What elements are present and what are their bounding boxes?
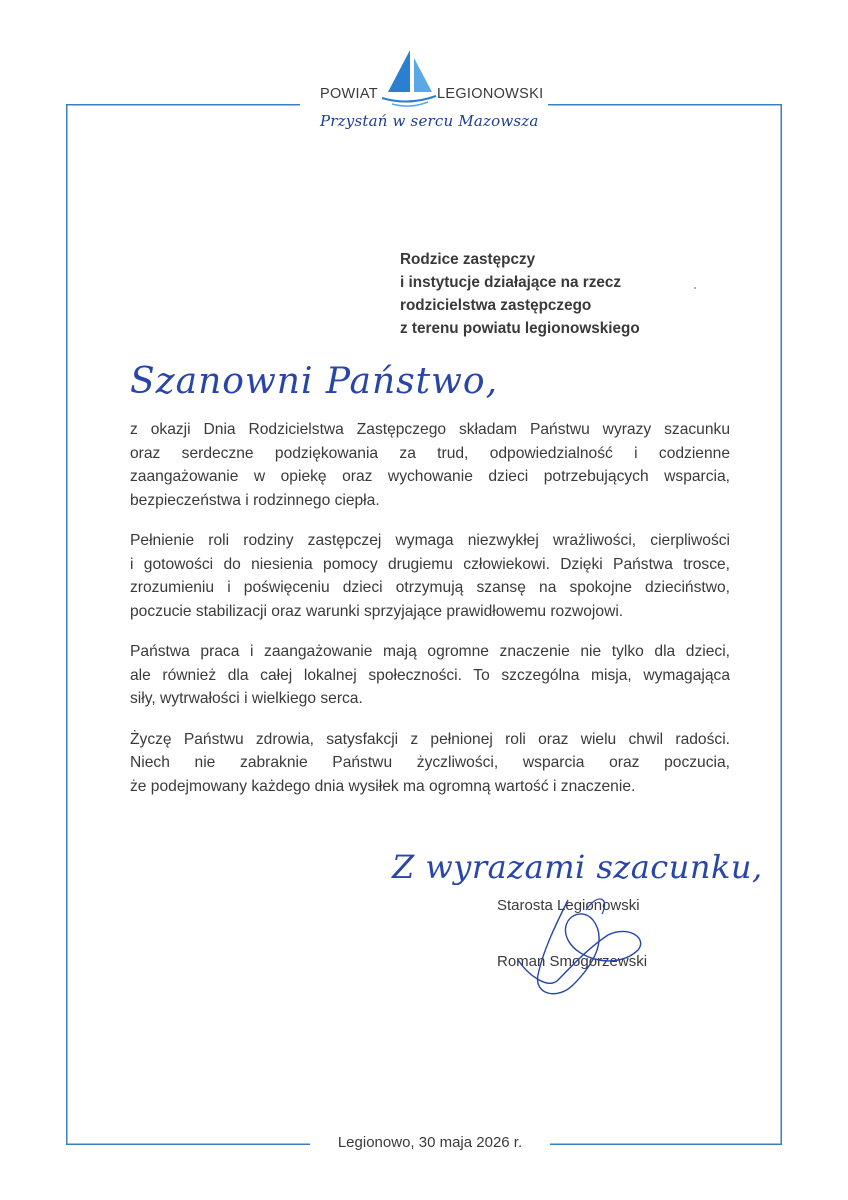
paragraph — [130, 728, 730, 799]
text-line: siły, wytrwałości i wielkiego serca. — [130, 690, 363, 707]
handwritten-signature — [498, 880, 658, 1010]
text-line: Niech nie zabraknie Państwu życzliwości, wsparcia oraz poczucia, — [130, 754, 730, 771]
logo-legionowski-text: LEGIONOWSKI — [437, 86, 544, 102]
recipient-line: rodzicielstwa zastępczego — [400, 297, 592, 314]
salutation-text: Szanowni Państwo, — [130, 361, 499, 402]
handwritten-salutation — [130, 355, 530, 425]
logo — [300, 46, 548, 142]
text-line: poczucie stabilizacji oraz warunki sprzyjające prawidłowemu rozwojowi. — [130, 602, 624, 620]
footer-date-block — [310, 1128, 550, 1158]
recipient-line: i instytucje działające na rzecz — [400, 274, 622, 291]
text-line: bezpieczeństwa i rodzinnego ciepła. — [130, 491, 380, 509]
text-line: Życzę Państwu zdrowia, satysfakcji z pełnionej roli oraz wielu chwil radości. — [130, 730, 730, 748]
signatory-name: Roman Smogorzewski — [497, 953, 648, 970]
logo-powiat-text: POWIAT — [320, 86, 378, 102]
text-line: z okazji Dnia Rodzicielstwa Zastępczego składam Państwu wyrazy szacunku — [130, 421, 730, 438]
letter-body — [130, 418, 730, 815]
footer-date: Legionowo, 30 maja 2026 r. — [337, 1134, 523, 1151]
text-line: zaangażowanie w opiekę oraz wychowanie dzieci potrzebujących wsparcia, — [130, 468, 730, 485]
logo-motto: Przystań w sercu Mazowsza — [320, 112, 539, 130]
recipient-line: Rodzice zastępczy — [400, 251, 536, 268]
text-line: ale również dla całej lokalnej społeczności. To szczególna misja, wymagająca — [130, 666, 730, 684]
text-line: Państwa praca i zaangażowanie mają ogromne znaczenie nie tylko dla dzieci, — [130, 643, 730, 660]
text-line: zrozumieniu i poświęceniu dzieci otrzymują szansę na spokojne dzieciństwo, — [130, 579, 730, 596]
text-line: i gotowości do niesienia pomocy drugiemu człowiekowi. Dzięki Państwa trosce, — [130, 555, 730, 573]
recipient-block — [400, 248, 700, 340]
text-line: że podejmowany każdego dnia wysiłek ma ogromną wartość i znaczenie. — [130, 777, 636, 795]
sailboat-icon — [378, 48, 438, 110]
text-line: oraz serdeczne podziękowania za trud, odpowiedzialność i codzienne — [130, 444, 730, 462]
text-line: Pełnienie roli rodziny zastępczej wymaga niezwykłej wrażliwości, cierpliwości — [130, 532, 730, 549]
recipient-line: z terenu powiatu legionowskiego — [400, 320, 640, 337]
closing-text: Z wyrazami szacunku, — [392, 848, 763, 886]
paragraph — [130, 529, 730, 623]
signatory-title: Starosta Legionowski — [497, 897, 640, 914]
paragraph — [130, 640, 730, 711]
paragraph — [130, 418, 730, 512]
